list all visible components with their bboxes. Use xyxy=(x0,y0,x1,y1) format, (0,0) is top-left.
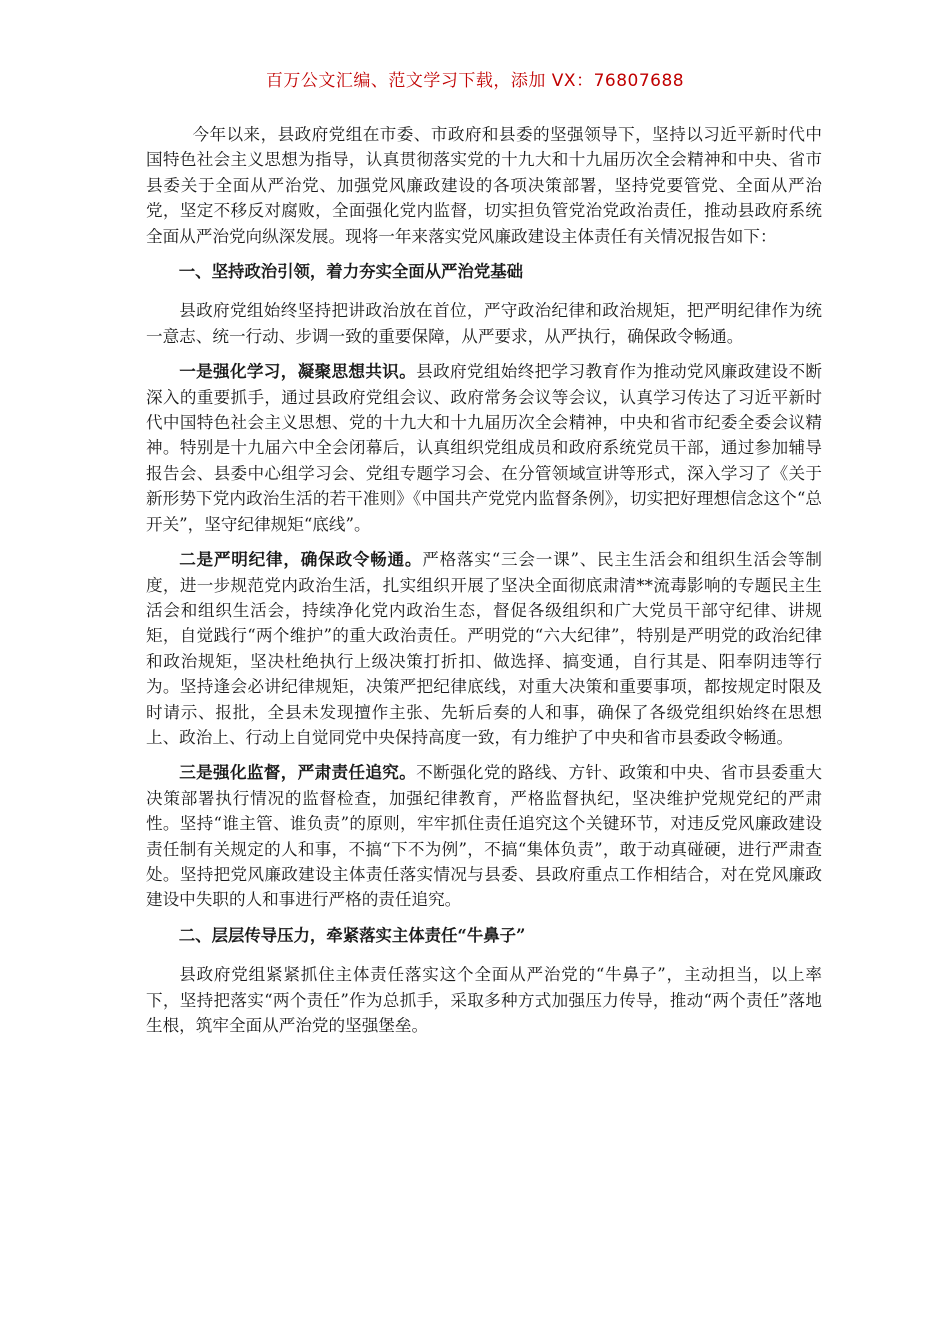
section-2-intro-paragraph: 县政府党组紧紧抓住主体责任落实这个全面从严治党的“牛鼻子”，主动担当，以上率下，坚持把落实“两个责任”作为总抓手，采取多种方式加强压力传导，推动“两个责任”落地生根，筑牢全面从严治党的坚强堡垒。 xyxy=(146,965,822,1035)
point-1-lead: 一是强化学习，凝聚思想共识。 xyxy=(179,361,417,382)
point-1-paragraph xyxy=(146,359,822,537)
section-2-heading: 二、层层传导压力，牵紧落实主体责任“牛鼻子” xyxy=(178,925,526,945)
point-3-text: 不断强化党的路线、方针、政策和中央、省市县委重大决策部署执行情况的监督检查，加强纪律教育，严格监督执纪，坚决维护党规党纪的严肃性。坚持“谁主管、谁负责”的原则，牢牢抓住责任追究这个关键环节，对违反党风廉政建设责任制有关规定的人和事，不搞“下不为例”，不搞“集体负责”，敢于动真碰硬，进行严肃查处。坚持把党风廉政建设主体责任落实情况与县委、县政府重点工作相结合，对在党风廉政建设中失职的人和事进行严格的责任追究。 xyxy=(146,763,823,910)
section-1-intro-paragraph: 县政府党组始终坚持把讲政治放在首位，严守政治纪律和政治规矩，把严明纪律作为统一意志、统一行动、步调一致的重要保障，从严要求，从严执行，确保政令畅通。 xyxy=(146,301,822,346)
document-body xyxy=(146,122,822,1048)
download-banner: 百万公文汇编、范文学习下载，添加 VX：76807688 xyxy=(265,71,685,91)
point-1-text: 县政府党组始终把学习教育作为推动党风廉政建设不断深入的重要抓手，通过县政府党组会议、政府常务会议等会议，认真学习传达了习近平新时代中国特色社会主义思想、党的十九大和十九届历次全会精神，中央和省市纪委全委会议精神。特别是十九届六中全会闭幕后，认真组织党组成员和政府系统党员干部，通过参加辅导报告会、县委中心组学习会、党组专题学习会、在分管领域宣讲等形式，深入学习了《关于新形势下党内政治生活的若干准则》《中国共产党党内监督条例》，切实把好理想信念这个“总开关”，坚守纪律规矩“底线”。 xyxy=(146,362,823,534)
intro-paragraph: 今年以来，县政府党组在市委、市政府和县委的坚强领导下，坚持以习近平新时代中国特色社会主义思想为指导，认真贯彻落实党的十九大和十九届历次全会精神和中央、省市县委关于全面从严治党、加强党风廉政建设的各项决策部署，坚持党要管党、全面从严治党，坚定不移反对腐败，全面强化党内监督，切实担负管党治党政治责任，推动县政府系统全面从严治党向纵深发展。现将一年来落实党风廉政建设主体责任有关情况报告如下： xyxy=(146,125,822,246)
point-3-lead: 三是强化监督，严肃责任追究。 xyxy=(179,762,417,783)
point-2-paragraph xyxy=(146,547,822,750)
section-1-heading: 一、坚持政治引领，着力夯实全面从严治党基础 xyxy=(178,262,523,282)
point-2-lead: 二是严明纪律，确保政令畅通。 xyxy=(179,549,423,570)
point-3-paragraph xyxy=(146,760,822,912)
point-2-text: 严格落实“三会一课”、民主生活会和组织生活会等制度，进一步规范党内政治生活，扎实组织开展了坚决全面彻底肃清**流毒影响的专题民主生活会和组织生活会，持续净化党内政治生态，督促各级组织和广大党员干部守纪律、讲规矩，自觉践行“两个维护”的重大政治责任。严明党的“六大纪律”，特别是严明党的政治纪律和政治规矩，坚决杜绝执行上级决策打折扣、做选择、搞变通，自行其是、阳奉阴违等行为。坚持逢会必讲纪律规矩，决策严把纪律底线，对重大决策和重要事项，都按规定时限及时请示、报批，全县未发现擅作主张、先斩后奏的人和事，确保了各级党组织始终在思想上、政治上、行动上自觉同党中央保持高度一致，有力维护了中央和省市县委政令畅通。 xyxy=(146,550,823,747)
